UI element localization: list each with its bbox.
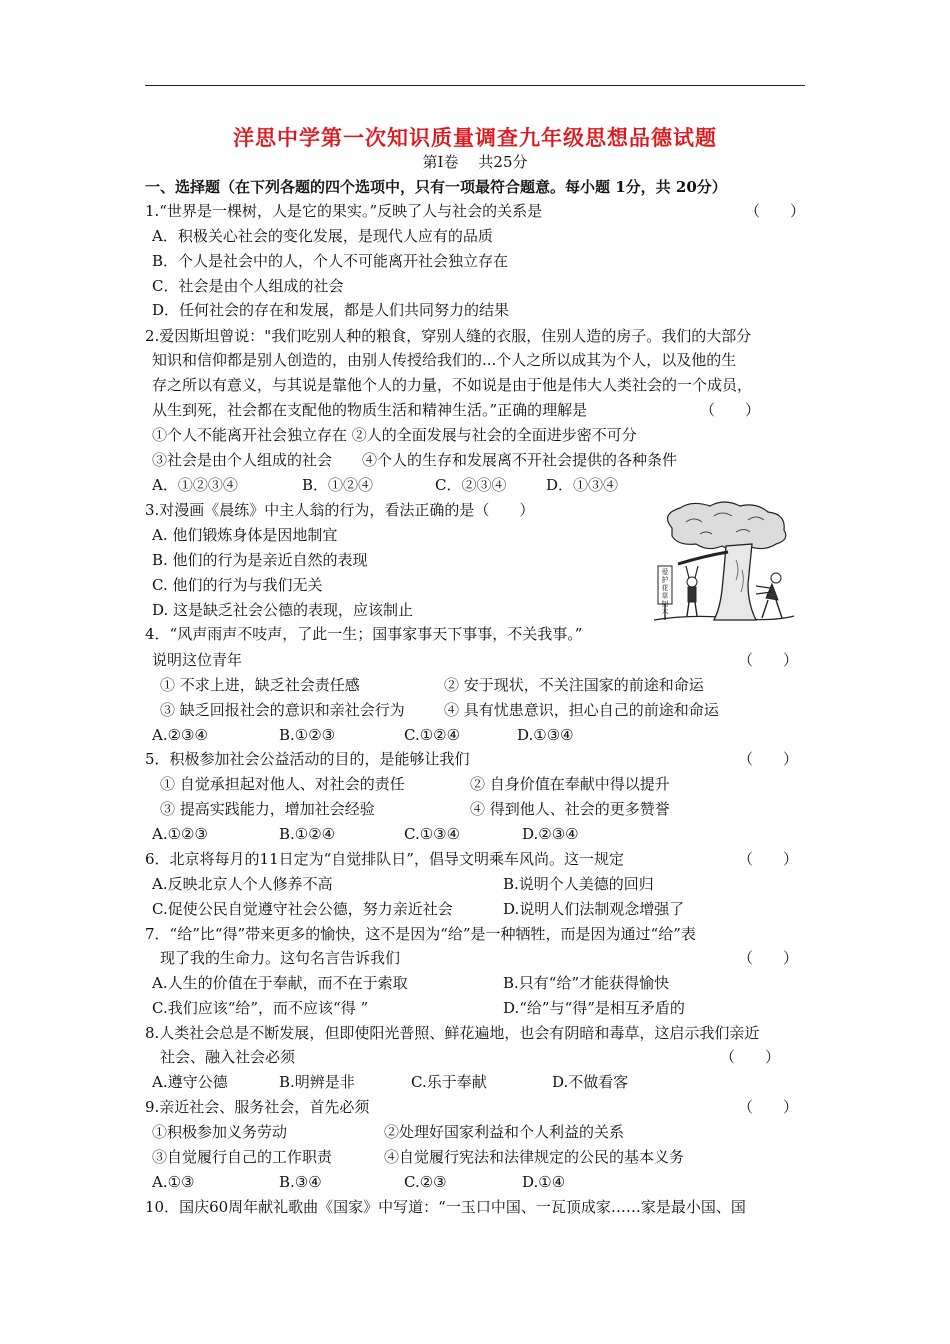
q3-option-d: D. 这是缺乏社会公德的表现，应该制止 — [152, 601, 414, 619]
q6-option-b: B.说明个人美德的回归 — [503, 875, 654, 893]
q4-statement-2: ② 安于现状，不关注国家的前途和命运 — [444, 676, 704, 694]
q2-line-3: 存之所以有意义，与其说是靠他个人的力量，不如说是由于他是伟大人类社会的一个成员， — [152, 376, 753, 394]
q5-option-b: B.①②④ — [279, 825, 336, 843]
q9-statement-4: ④自觉履行宪法和法律规定的公民的基本义务 — [384, 1148, 685, 1166]
q3-option-b: B. 他们的行为是亲近自然的表现 — [152, 551, 368, 569]
q2-line-2: 知识和信仰都是别人创造的，由别人传授给我们的...个人之所以成其为个人，以及他的生 — [152, 351, 737, 369]
q9-option-b: B.③④ — [279, 1173, 322, 1191]
q1-option-c: C．社会是由个人组成的社会 — [152, 277, 344, 295]
q2-answer-paren: （ ） — [700, 401, 761, 419]
q9-option-d: D.①④ — [522, 1173, 566, 1191]
section-heading: 一、选择题（在下列各题的四个选项中，只有一项最符合题意。每小题 1分，共 20分） — [145, 178, 727, 196]
q5-option-a: A.①②③ — [152, 825, 208, 843]
q5-statement-4: ④ 得到他人、社会的更多赞誉 — [470, 800, 670, 818]
q6-option-c: C.促使公民自觉遵守社会公德，努力亲近社会 — [152, 900, 453, 918]
q9-statement-3: ③自觉履行自己的工作职责 — [152, 1148, 333, 1166]
q9-answer-paren: （ ） — [738, 1098, 799, 1116]
volume-label: 第Ⅰ卷 — [422, 153, 459, 171]
q7-option-a: A.人生的价值在于奉献，而不在于索取 — [152, 974, 408, 992]
q3-stem: 3.对漫画《晨练》中主人翁的行为，看法正确的是（ ） — [145, 501, 535, 519]
exam-title: 洋思中学第一次知识质量调查九年级思想品德试题 — [233, 125, 717, 150]
q1-stem: 1.“世界是一棵树，人是它的果实。”反映了人与社会的关系是 — [145, 202, 543, 220]
q1-option-d: D．任何社会的存在和发展，都是人们共同努力的结果 — [152, 301, 510, 319]
q1-option-b: B．个人是社会中的人，个人不可能离开社会独立存在 — [152, 252, 509, 270]
q5-stem: 5．积极参加社会公益活动的目的，是能够让我们 — [145, 750, 470, 768]
q4-statement-4: ④ 具有忧患意识，担心自己的前途和命运 — [444, 701, 719, 719]
q8-option-a: A.遵守公德 — [152, 1073, 228, 1091]
q4-line-1: 4．“风声雨声不吱声，了此一生；国事家事天下事事，不关我事。” — [145, 625, 583, 643]
q2-line-1: 2.爱因斯坦曾说："我们吃别人种的粮食，穿别人缝的衣服，住别人造的房子。我们的大部分 — [145, 327, 752, 345]
q2-line-4: 从生到死，社会都在支配他的物质生活和精神生活。”正确的理解是 — [152, 401, 588, 419]
q4-option-d: D.①③④ — [517, 726, 574, 744]
q7-line-1: 7．“给”比“得”带来更多的愉快，这不是因为“给”是一种牺牲，而是因为通过“给”表 — [145, 925, 696, 943]
header-rule — [145, 85, 805, 86]
q7-option-d: D.“给”与“得”是相互矛盾的 — [503, 999, 685, 1017]
q8-option-d: D.不做看客 — [552, 1073, 629, 1091]
q9-statement-2: ②处理好国家利益和个人利益的关系 — [384, 1123, 625, 1141]
q9-stem: 9.亲近社会、服务社会，首先必须 — [145, 1098, 370, 1116]
morning-exercise-cartoon — [652, 500, 796, 624]
volume-total: 共25分 — [478, 153, 528, 171]
q6-option-a: A.反映北京人个人修养不高 — [152, 875, 333, 893]
q2-statement-2: ③社会是由个人组成的社会 ④个人的生存和发展离不开社会提供的各种条件 — [152, 451, 678, 469]
q9-option-a: A.①③ — [152, 1173, 195, 1191]
q6-answer-paren: （ ） — [738, 850, 799, 868]
q4-answer-paren: （ ） — [738, 651, 799, 669]
q7-option-c: C.我们应该“给”，而不应该“得 ” — [152, 999, 369, 1017]
q2-option-b: B．①②④ — [302, 476, 374, 494]
q8-option-c: C.乐于奉献 — [411, 1073, 487, 1091]
q6-option-d: D.说明人们法制观念增强了 — [503, 900, 685, 918]
q3-option-a: A. 他们锻炼身体是因地制宜 — [152, 526, 338, 544]
q6-stem: 6．北京将每月的11日定为“自觉排队日”，倡导文明乘车风尚。这一规定 — [145, 850, 624, 868]
q4-statement-3: ③ 缺乏回报社会的意识和亲社会行为 — [160, 701, 405, 719]
q10-line-1: 10．国庆60周年献礼歌曲《国家》中写道：“一玉口中国、一瓦顶成家……家是最小国、国 — [145, 1198, 746, 1216]
q7-answer-paren: （ ） — [738, 949, 799, 967]
q2-option-d: D．①③④ — [546, 476, 619, 494]
q9-option-c: C.②③ — [404, 1173, 447, 1191]
q8-line-1: 8.人类社会总是不断发展，但即使阳光普照、鲜花遍地，也会有阴暗和毒草，这启示我们亲近 — [145, 1024, 760, 1042]
q3-option-c: C. 他们的行为与我们无关 — [152, 576, 323, 594]
exam-subtitle — [0, 151, 950, 172]
q1-option-a: A．积极关心社会的变化发展，是现代人应有的品质 — [152, 227, 493, 245]
q5-statement-2: ② 自身价值在奉献中得以提升 — [470, 775, 670, 793]
q8-answer-paren: （ ） — [720, 1048, 781, 1066]
q4-option-b: B.①②③ — [279, 726, 336, 744]
q9-statement-1: ①积极参加义务劳动 — [152, 1123, 288, 1141]
q8-option-b: B.明辨是非 — [279, 1073, 355, 1091]
q7-line-2: 现了我的生命力。这句名言告诉我们 — [160, 949, 401, 967]
q5-statement-1: ① 自觉承担起对他人、对社会的责任 — [160, 775, 405, 793]
q4-option-a: A.②③④ — [152, 726, 208, 744]
q1-answer-paren: （ ） — [745, 202, 806, 220]
q2-option-c: C．②③④ — [435, 476, 507, 494]
q7-option-b: B.只有“给”才能获得愉快 — [503, 974, 670, 992]
q8-line-2: 社会、融入社会必须 — [160, 1048, 296, 1066]
q5-option-c: C.①③④ — [404, 825, 461, 843]
q2-option-a: A．①②③④ — [152, 476, 238, 494]
q4-option-c: C.①②④ — [404, 726, 461, 744]
q5-statement-3: ③ 提高实践能力，增加社会经验 — [160, 800, 375, 818]
q4-statement-1: ① 不求上进，缺乏社会责任感 — [160, 676, 360, 694]
q4-line-2: 说明这位青年 — [152, 651, 243, 669]
q2-statement-1: ①个人不能离开社会独立存在 ②人的全面发展与社会的全面进步密不可分 — [152, 426, 637, 444]
q5-option-d: D.②③④ — [522, 825, 579, 843]
cartoon-sign-text: 爱护花草树木 — [661, 568, 669, 616]
q5-answer-paren: （ ） — [738, 750, 799, 768]
